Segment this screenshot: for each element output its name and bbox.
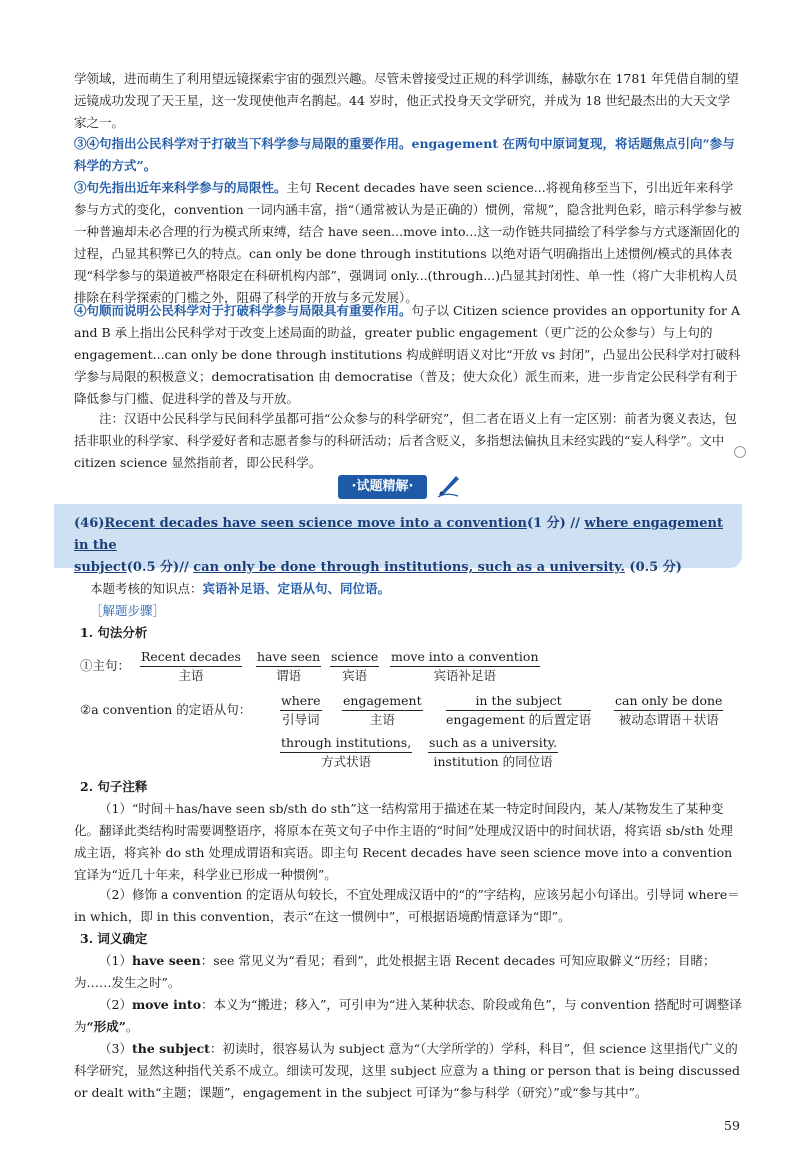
question-text (74, 513, 734, 579)
knowledge-prefix: 本题考核的知识点： (90, 581, 203, 596)
attr-clause-analysis-2 (80, 734, 740, 774)
s2-paragraph-1: （1）“时间＋has/have seen sb/sth do sth”这一结构常用于描述在某一特定时间段内，某人/某物发生了某种变化。翻译此类结构时需要调整语序，将原本在英文句子中作主语的“时间”处理成汉语中的时间状语，将宾语 sb/sth 处理成主语，将宾补 do sth 处理成谓语和宾语。即主句 Recent decades have seen science move into a convention 宜译为“近几十年来，科学业已形成一种惯例”。 (74, 801, 733, 882)
analysis-body-3: 主句 Recent decades have seen science...将视角移至当下，引出近年来科学参与方式的变化，convention 一词内涵丰富，指“（通常被认为是正确的）惯例，常规”，隐含批判色彩，暗示科学参与被一种普遍却未必合理的行为模式所束缚，结合 have seen...move into...这一动作链共同描绘了科学参与方式逐渐固化的过程，凸显其积弊已久的特点。can only be done through institutions 以绝对语气明确指出上述惯例/模式的具体表现“科学参与的渠道被严格限定在科研机构内部”，强调词 only...(through...)凸显其封闭性、单一性（将广大非机构人员排除在科学探索的门槛之外，阻碍了科学的开放与多元发展）。 (74, 180, 742, 305)
attr-cell-such-as: such as a university. institution 的同位语 (429, 735, 558, 769)
question-score-1: (1 分) (526, 516, 566, 531)
s2-title: 2. 句子注释 (80, 779, 148, 794)
analysis-body-4: 句子以 Citizen science provides an opportunity for A and B 承上指出公民科学对于改变上述局面的助益，greater public engagement（更广泛的公众参与）与上句的 engagement...can only be done through institutions 构成鲜明语义对比“开放 vs 封闭”，凸显出公民科学对打破科学参与局限的积极意义；democratisation 由 democratise（普及；使大众化）派生而来，进一步肯定公民科学有利于降低参与门槛、促进科学的普及与开放。 (74, 303, 741, 406)
analysis-heading-34: ③④句指出公民科学对于打破当下科学参与局限的重要作用。engagement 在两句中原词复现，将话题焦点引向“参与科学的方式”。 (74, 136, 735, 173)
analysis-heading-4: ④句顺而说明公民科学对于打破科学参与局限具有重要作用。 (74, 303, 412, 318)
s1-title: 1. 句法分析 (80, 625, 148, 640)
attr-cell-where: where 引导词 (281, 693, 321, 727)
question-segment-1: Recent decades have seen science move into a convention (104, 516, 527, 531)
question-band (54, 504, 742, 575)
question-divider-2: // (179, 560, 189, 575)
steps-heading: ［解题步骤］ (90, 603, 166, 618)
attr-clause-analysis (80, 692, 740, 732)
main-cell-predicate: have seen 谓语 (257, 649, 321, 683)
main-cell-complement: move into a convention 宾语补足语 (391, 649, 539, 683)
s3-item-2: （2）move into：本义为“搬进；移入”，可引申为“进入某种状态、阶段或角色”，与 convention 搭配时可调整译为“形成”。 (74, 997, 742, 1034)
question-segment-2b: subject (74, 560, 127, 575)
s3-item-3: （3）the subject：初读时，很容易认为 subject 意为“（大学所学的）学科，科目”，但 science 这里指代广义的科学研究，显然这种指代关系不成立。细读可发现，这里 subject 应意为 a thing or person that is being discussed or dealt with“主题；课题”，engagement in the subject 可译为“参与科学（研究）”或“参与其中”。 (74, 1041, 741, 1100)
question-segment-2a: where engagement in the (74, 516, 724, 553)
question-segment-3: can only be done through institutions, such as a university. (193, 560, 625, 575)
section-tag (0, 472, 800, 498)
main-cell-subject: Recent decades 主语 (141, 649, 241, 683)
pen-icon (436, 472, 462, 502)
section-tag-label: ·试题精解· (338, 475, 428, 499)
intro-paragraph-1: 学领域，进而萌生了利用望远镜探索宇宙的强烈兴趣。尽管未曾接受过正规的科学训练，赫歇尔在 1781 年凭借自制的望远镜成功发现了天王星，这一发现使他声名鹊起。44 岁时，他正式投身天文学研究，并成为 18 世纪最杰出的大天文学家之一。 (74, 71, 739, 130)
analysis-paragraph-3 (74, 177, 742, 309)
attr-cell-engagement: engagement 主语 (343, 693, 422, 727)
knowledge-line (90, 578, 758, 600)
analysis-paragraph-4 (74, 300, 742, 410)
attr-cell-can-only: can only be done 被动态谓语＋状语 (615, 693, 723, 727)
question-number: (46) (74, 516, 105, 531)
note-paragraph: 注：汉语中公民科学与民间科学虽都可指“公众参与的科学研究”，但二者在语义上有一定区别：前者为褒义表达，包括非职业的科学家、科学爱好者和志愿者参与的科研活动；后者含贬义，多指想法偏执且未经实践的“妄人科学”。文中 citizen science 显然指前者，即公民科学。 (74, 411, 737, 470)
question-score-2: (0.5 分) (126, 560, 180, 575)
knowledge-points: 宾语补足语、定语从句、同位语。 (202, 581, 391, 596)
question-divider-1: // (570, 516, 580, 531)
question-score-3: (0.5 分) (629, 560, 682, 575)
main-clause-label: ①主句： (80, 658, 131, 673)
attr-cell-through: through institutions, 方式状语 (281, 735, 412, 769)
attr-cell-subject: in the subject engagement 的后置定语 (446, 693, 592, 727)
main-clause-analysis (80, 648, 740, 688)
analysis-heading-3: ③句先指出近年来科学参与的局限性。 (74, 180, 287, 195)
main-cell-object: science 宾语 (331, 649, 379, 683)
s3-title: 3. 词义确定 (80, 931, 148, 946)
attr-clause-label: ②a convention 的定语从句： (80, 702, 252, 717)
s3-item-1: （1）have seen：see 常见义为“看见；看到”，此处根据主语 Recent decades 可知应取僻义“历经；目睹；为……发生之时”。 (74, 953, 716, 990)
s2-paragraph-2: （2）修饰 a convention 的定语从句较长，不宜处理成汉语中的“的”字结构，应该另起小句译出。引导词 where＝in which，即 in this convention，表示“在这一惯例中”，可根据语境酌情意译为“即”。 (74, 887, 740, 924)
page-number: 59 (724, 1118, 740, 1133)
page-mark (734, 446, 746, 458)
